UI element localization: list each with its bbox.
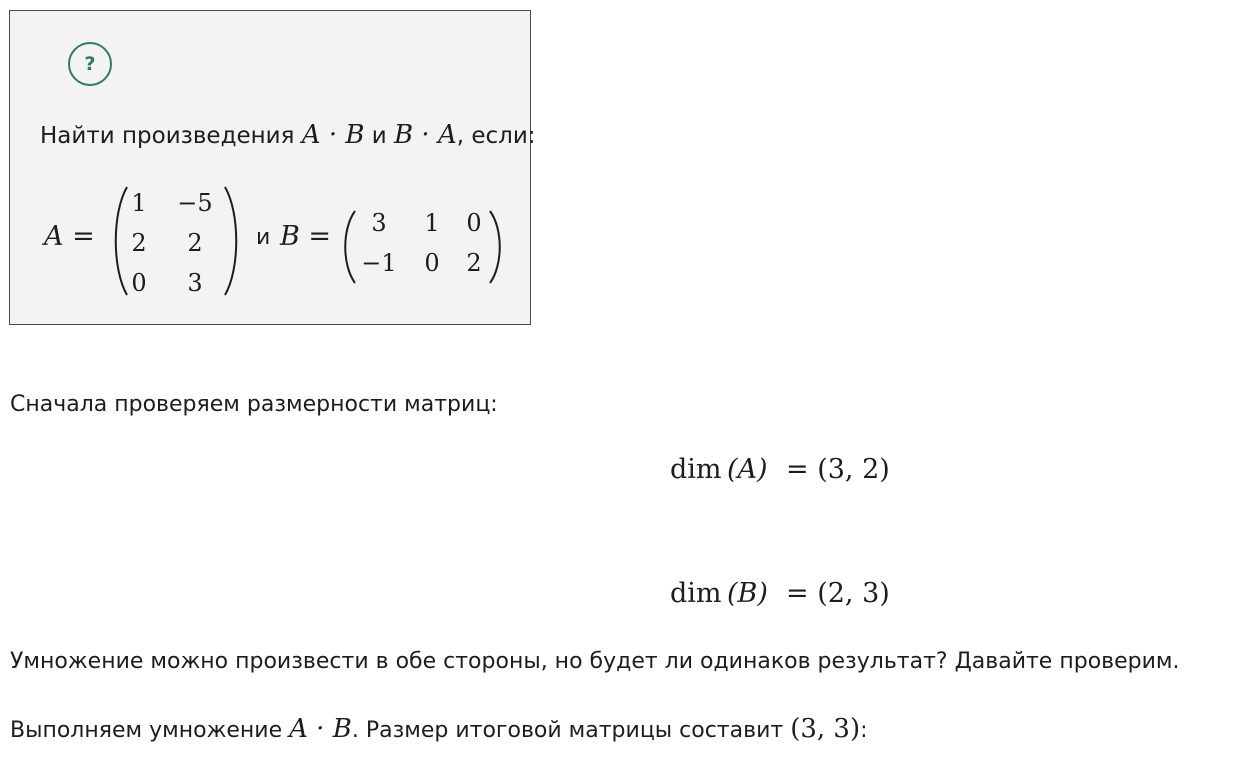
task-text-before: Найти произведения bbox=[40, 123, 302, 149]
matrix-b-cell: 0 bbox=[466, 209, 482, 237]
dim-a-func: dim bbox=[670, 454, 722, 485]
matrix-a-cell: 0 bbox=[131, 269, 147, 297]
task-expr-ab: A · B bbox=[301, 120, 365, 150]
dim-b-equation bbox=[670, 578, 768, 609]
dim-a-arg: (A) bbox=[726, 454, 768, 485]
matrix-conj: и bbox=[256, 225, 271, 250]
step2-text: Умножение можно произвести в обе стороны, но будет ли одинаков результат? Давайте проверим. bbox=[10, 649, 1180, 674]
task-box bbox=[9, 10, 536, 325]
matrix-b-label: B = bbox=[280, 221, 332, 252]
step3-text-before: Выполняем умножение bbox=[10, 718, 290, 743]
matrix-b-right-paren bbox=[487, 209, 505, 285]
step3-text bbox=[10, 714, 868, 746]
step3-text-after: : bbox=[860, 718, 868, 743]
task-text-after: , если: bbox=[456, 123, 536, 149]
task-conj: и bbox=[364, 123, 395, 149]
matrix-a-cell: 1 bbox=[131, 189, 147, 217]
dim-a-value: = (3, 2) bbox=[786, 454, 890, 485]
question-mark-icon: ? bbox=[68, 42, 112, 86]
matrix-a-cell: 2 bbox=[187, 229, 203, 257]
matrix-b-cell: 1 bbox=[424, 209, 440, 237]
dim-a-equation bbox=[670, 454, 768, 485]
dim-b-value: = (2, 3) bbox=[786, 578, 890, 609]
matrix-a-cell: 2 bbox=[131, 229, 147, 257]
step3-size: (3, 3) bbox=[790, 714, 861, 744]
step3-expr: A · B bbox=[289, 714, 352, 744]
matrix-a-label: A = bbox=[44, 221, 95, 252]
matrix-a-cell: −5 bbox=[177, 189, 213, 217]
task-statement bbox=[40, 119, 536, 152]
dim-b-arg: (B) bbox=[726, 578, 768, 609]
step3-text-mid: . Размер итоговой матрицы составит bbox=[351, 718, 791, 743]
step1-text: Сначала проверяем размерности матриц: bbox=[10, 392, 498, 417]
matrix-a-cell: 3 bbox=[187, 269, 203, 297]
matrix-b-left-paren bbox=[340, 209, 358, 285]
dim-b-func: dim bbox=[670, 578, 722, 609]
matrix-definitions bbox=[44, 183, 514, 299]
matrix-b-cell: 0 bbox=[424, 249, 440, 277]
matrix-b-cell: 2 bbox=[466, 249, 482, 277]
matrix-a-right-paren bbox=[222, 185, 242, 297]
matrix-b-cell: 3 bbox=[371, 209, 387, 237]
task-expr-ba: B · A bbox=[394, 120, 457, 150]
matrix-b-cell: −1 bbox=[361, 249, 397, 277]
